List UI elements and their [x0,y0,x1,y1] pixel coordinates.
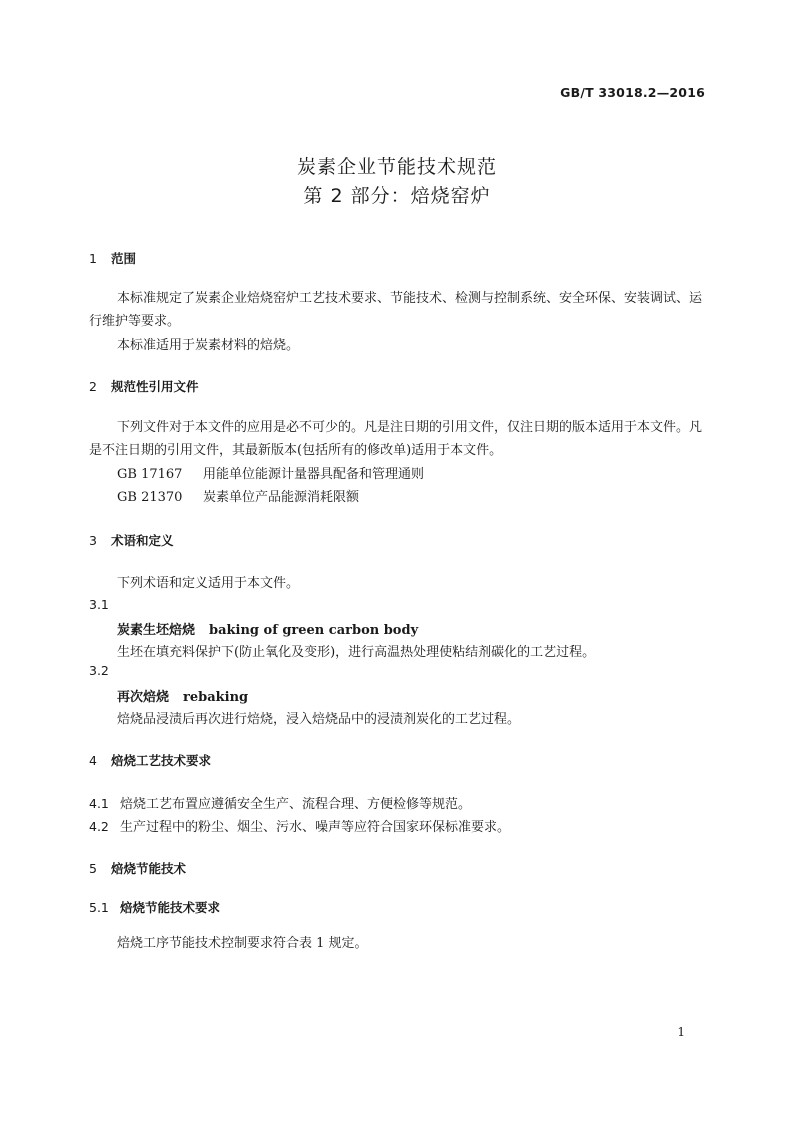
term-definition: 焙烧品浸渍后再次进行焙烧，浸入焙烧品中的浸渍剂炭化的工艺过程。 [117,712,521,727]
normative-reference [117,486,359,505]
paragraph: 下列术语和定义适用于本文件。 [117,576,300,591]
section-number: 5 [89,861,97,876]
section-number: 4 [89,753,97,768]
term-definition: 生坯在填充料保护下(防止氧化及变形)，进行高温热处理使粘结剂碳化的工艺过程。 [117,645,596,660]
clause-text: 焙烧工艺布置应遵循安全生产、流程合理、方便检修等规范。 [120,797,472,812]
section-heading-3 [89,531,174,549]
section-heading-5 [89,859,186,877]
reference-title: 炭素单位产品能源消耗限额 [203,490,360,505]
reference-title: 用能单位能源计量器具配备和管理通则 [203,467,425,482]
term-entry [117,686,248,705]
normative-reference [117,463,424,482]
term-chinese: 炭素生坯焙烧 [117,623,196,638]
paragraph: 本标准适用于炭素材料的焙烧。 [117,338,300,353]
clause-number: 4.2 [89,819,109,834]
term-chinese: 再次焙烧 [117,690,170,705]
subsection-number: 5.1 [89,900,109,915]
section-title: 焙烧工艺技术要求 [111,753,212,768]
term-entry [117,619,418,638]
section-number: 2 [89,379,97,394]
section-title: 焙烧节能技术 [111,861,187,876]
section-heading-1 [89,249,136,267]
section-heading-2 [89,377,199,395]
paragraph: 本标准规定了炭素企业焙烧窑炉工艺技术要求、节能技术、检测与控制系统、安全环保、安装调试、运行维护等要求。 [89,291,703,329]
section-title: 范围 [111,251,137,266]
paragraph: 下列文件对于本文件的应用是必不可少的。凡是注日期的引用文件，仅注日期的版本适用于本文件。凡是不注日期的引用文件，其最新版本(包括所有的修改单)适用于本文件。 [89,420,703,458]
clause-number: 4.1 [89,796,109,811]
clause-text: 生产过程中的粉尘、烟尘、污水、噪声等应符合国家环保标准要求。 [120,820,511,835]
document-title: 炭素企业节能技术规范 [296,156,497,178]
term-english: baking of green carbon body [209,623,419,638]
reference-code: GB 17167 [117,467,183,482]
paragraph: 焙烧工序节能技术控制要求符合表 1 规定。 [117,936,368,951]
standard-code: GB/T 33018.2—2016 [560,85,705,100]
clause-item [89,816,510,835]
section-title: 规范性引用文件 [111,379,199,394]
term-number: 3.2 [89,663,109,678]
term-number: 3.1 [89,597,109,612]
term-english: rebaking [183,690,249,705]
reference-code: GB 21370 [117,490,183,505]
clause-item [89,793,471,812]
section-number: 3 [89,533,97,548]
section-number: 1 [89,251,97,266]
page-number: 1 [677,1025,685,1039]
section-heading-4 [89,751,211,769]
section-title: 术语和定义 [111,533,174,548]
document-subtitle: 第 2 部分：焙烧窑炉 [303,185,491,207]
subsection-title: 焙烧节能技术要求 [120,900,221,915]
subsection-heading-5-1 [89,898,220,916]
